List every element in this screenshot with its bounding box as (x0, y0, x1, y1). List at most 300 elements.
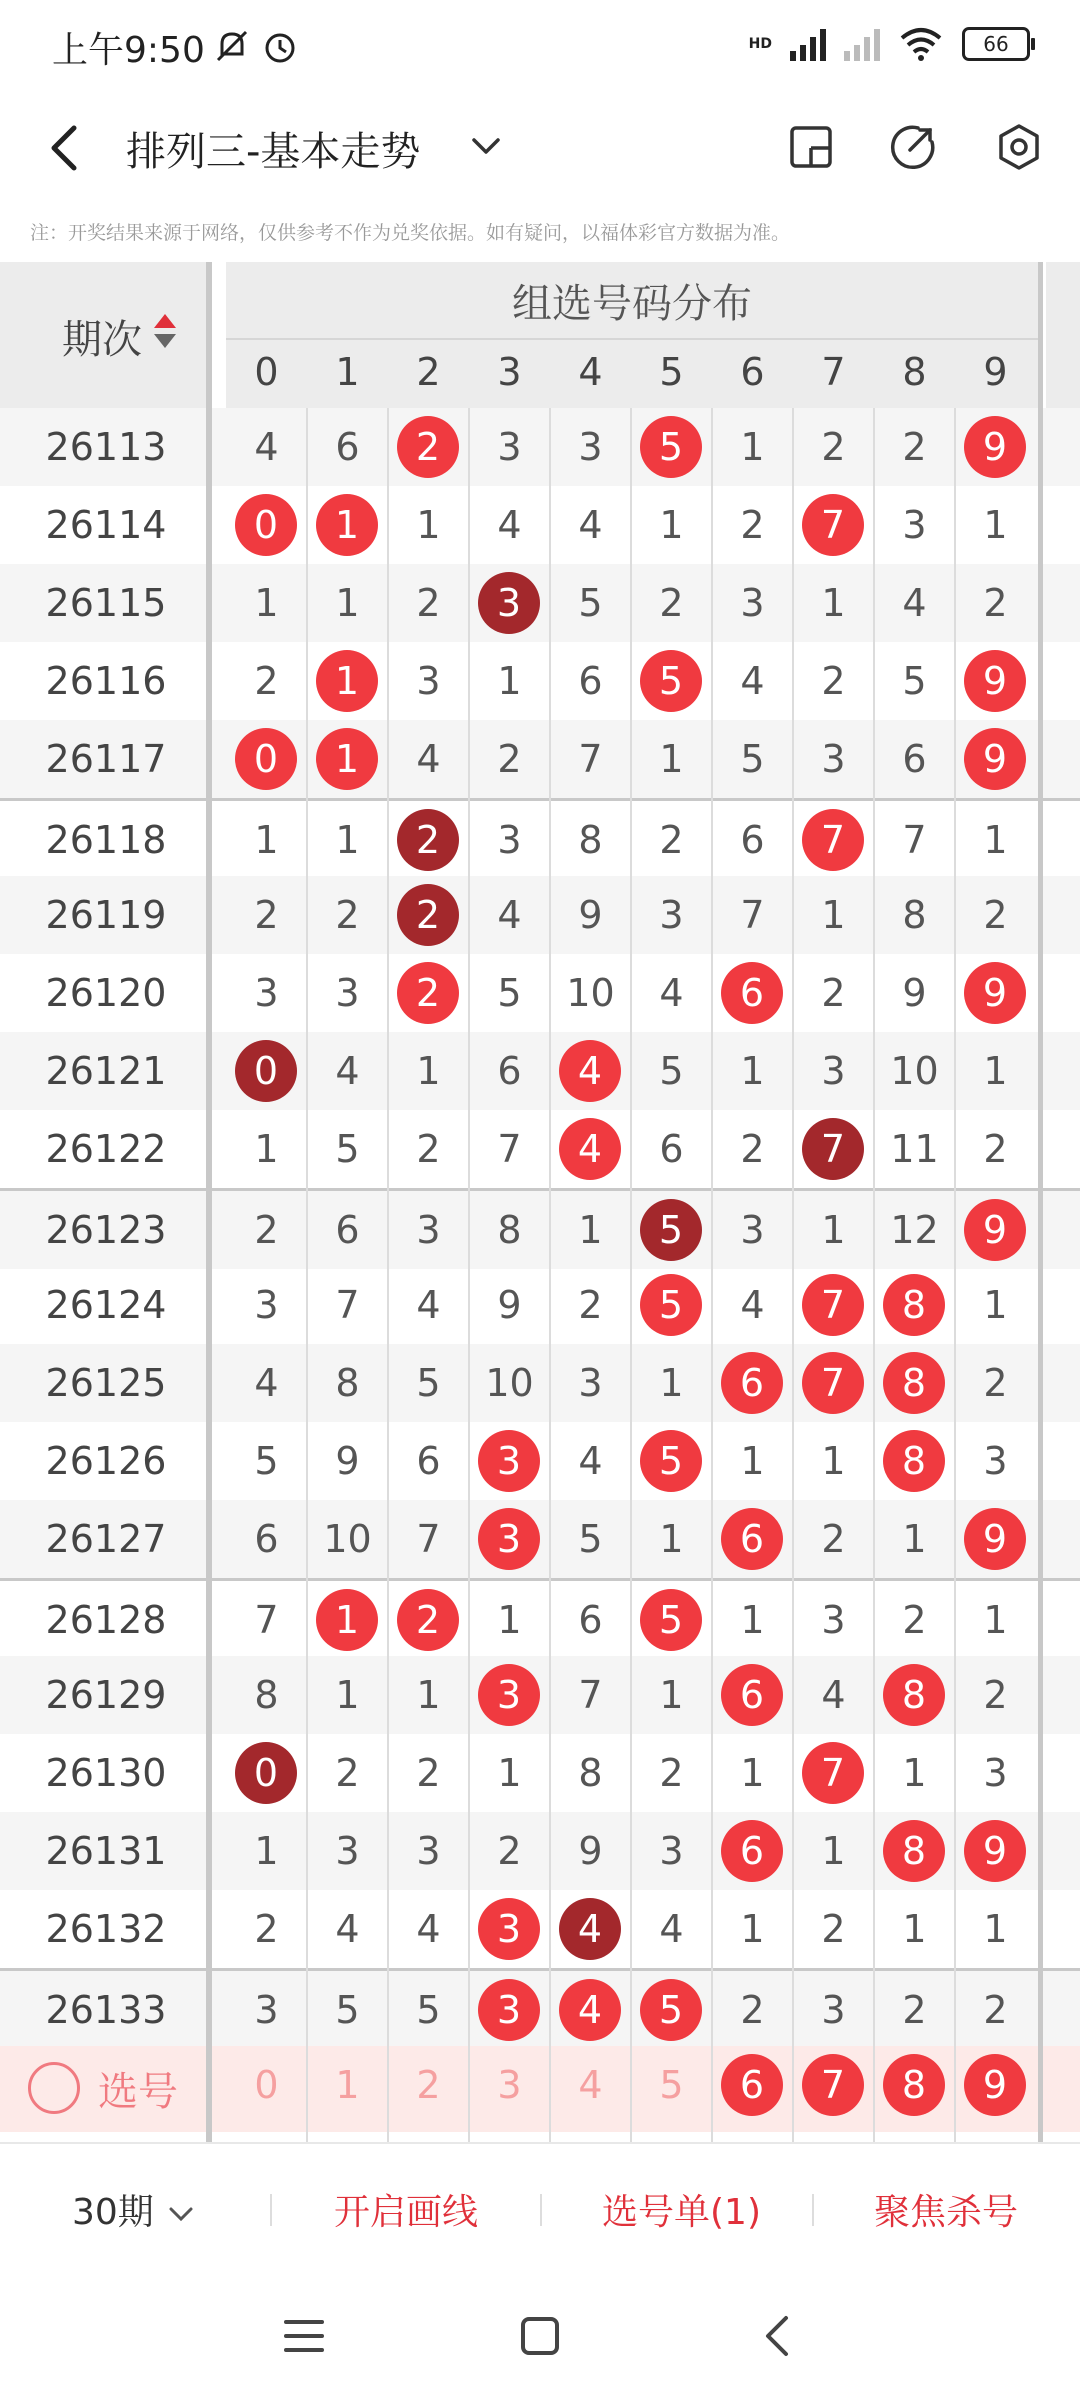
omission-cell: 1 (497, 659, 522, 703)
hit-ball: 8 (883, 1352, 945, 1414)
period-header[interactable] (0, 262, 206, 408)
omission-cell: 1 (983, 1907, 1008, 1951)
trend-table (0, 262, 1080, 2142)
omission-cell: 5 (335, 1127, 360, 1171)
period-number: 26133 (45, 1988, 167, 2032)
sort-desc-icon (154, 334, 176, 348)
omission-cell: 6 (578, 1598, 603, 1642)
hit-ball: 1 (316, 650, 378, 712)
hit-ball: 7 (802, 1352, 864, 1414)
omission-cell: 1 (902, 1907, 927, 1951)
hit-ball: 5 (640, 1430, 702, 1492)
column-gridline (387, 408, 389, 2142)
omission-cell: 3 (821, 1988, 846, 2032)
omission-cell: 1 (821, 893, 846, 937)
omission-cell: 9 (578, 893, 603, 937)
hit-ball: 5 (640, 1274, 702, 1336)
omission-cell: 2 (335, 893, 360, 937)
hit-ball: 5 (640, 1979, 702, 2041)
omission-cell: 9 (335, 1439, 360, 1483)
omission-cell: 2 (821, 659, 846, 703)
omission-cell: 2 (821, 971, 846, 1015)
omission-cell: 1 (416, 1049, 441, 1093)
omission-cell: 1 (740, 1439, 765, 1483)
omission-cell: 2 (902, 1988, 927, 2032)
table-row (0, 1188, 1080, 1269)
omission-cell: 1 (740, 1907, 765, 1951)
omission-cell: 3 (740, 581, 765, 625)
period-number: 26120 (45, 971, 167, 1015)
omission-cell: 1 (983, 1598, 1008, 1642)
digit-header-5: 5 (659, 350, 684, 394)
period-number: 26131 (45, 1829, 167, 1873)
omission-cell: 1 (335, 581, 360, 625)
signal-icon (790, 27, 826, 61)
hit-cell (469, 1500, 550, 1578)
period-number: 26129 (45, 1673, 167, 1717)
column-gridline (468, 408, 470, 2142)
battery-icon: 66 (962, 27, 1030, 61)
hit-cell (307, 720, 388, 798)
disclaimer-text: 注：开奖结果来源于网络，仅供参考不作为兑奖依据。如有疑问，以福体彩官方数据为准。 (30, 222, 791, 244)
omission-cell: 10 (566, 971, 615, 1015)
signal-2-icon (844, 27, 880, 61)
menu-icon[interactable] (282, 2316, 326, 2356)
hit-cell (955, 720, 1036, 798)
table-row (0, 1110, 1080, 1188)
table-row (0, 1266, 1080, 1344)
period-number: 26121 (45, 1049, 167, 1093)
hit-cell (874, 1812, 955, 1890)
hit-ball: 1 (316, 1589, 378, 1651)
hit-ball: 6 (721, 1352, 783, 1414)
select-row-label: 选号 (98, 2069, 178, 2115)
period-number: 26132 (45, 1907, 167, 1951)
omission-cell: 3 (335, 971, 360, 1015)
hit-ball: 9 (964, 1820, 1026, 1882)
omission-cell: 1 (902, 1751, 927, 1795)
omission-cell: 3 (821, 1049, 846, 1093)
omission-cell: 4 (497, 893, 522, 937)
digit-header-8: 8 (902, 350, 927, 394)
repeat-ball: 3 (478, 572, 540, 634)
omission-cell: 1 (740, 1751, 765, 1795)
digit-header-2: 2 (416, 350, 441, 394)
home-icon[interactable] (518, 2314, 562, 2358)
omission-cell: 1 (740, 1598, 765, 1642)
hit-ball: 0 (235, 494, 297, 556)
omission-cell: 4 (416, 1283, 441, 1327)
omission-cell: 2 (902, 425, 927, 469)
period-number: 26114 (45, 503, 167, 547)
ticket-button[interactable]: 选号单(1) (602, 2192, 761, 2233)
hit-cell (226, 1032, 307, 1110)
back-arrow-icon[interactable] (40, 120, 90, 176)
omission-cell: 5 (902, 659, 927, 703)
omission-cell: 6 (740, 818, 765, 862)
mute-icon (212, 26, 252, 66)
omission-cell: 10 (890, 1049, 939, 1093)
chevron-down-icon[interactable] (466, 126, 506, 166)
omission-cell: 7 (497, 1127, 522, 1171)
period-header-label: 期次 (62, 317, 142, 363)
hit-cell (307, 642, 388, 720)
hit-ball: 1 (316, 728, 378, 790)
omission-cell: 12 (890, 1208, 939, 1252)
omission-cell: 1 (983, 1283, 1008, 1327)
omission-cell: 2 (578, 1283, 603, 1327)
select-digit-1[interactable]: 1 (335, 2063, 360, 2107)
omission-cell: 7 (740, 893, 765, 937)
select-digit-6[interactable] (712, 2046, 793, 2124)
table-row (0, 1968, 1080, 2049)
omission-cell: 4 (335, 1049, 360, 1093)
omission-cell: 3 (335, 1829, 360, 1873)
omission-cell: 8 (902, 893, 927, 937)
omission-cell: 2 (983, 1673, 1008, 1717)
hit-ball: 3 (478, 1979, 540, 2041)
hit-ball: 3 (478, 1508, 540, 1570)
selected-ball: 8 (883, 2054, 945, 2116)
omission-cell: 4 (578, 503, 603, 547)
period-number: 26113 (45, 425, 167, 469)
select-all-radio[interactable] (28, 2062, 80, 2114)
frozen-column-divider (206, 262, 212, 2142)
hit-cell (469, 1890, 550, 1968)
hit-cell (631, 1971, 712, 2049)
select-digit-7[interactable] (793, 2046, 874, 2124)
repeat-ball: 0 (235, 1040, 297, 1102)
omission-cell: 5 (740, 737, 765, 781)
hit-ball: 3 (478, 1898, 540, 1960)
omission-cell: 5 (254, 1439, 279, 1483)
omission-cell: 1 (335, 818, 360, 862)
table-row (0, 954, 1080, 1032)
digit-header-row (226, 340, 1038, 408)
divider (812, 2194, 814, 2226)
repeat-ball: 2 (397, 809, 459, 871)
omission-cell: 4 (416, 737, 441, 781)
hit-ball: 7 (802, 809, 864, 871)
period-number: 26126 (45, 1439, 167, 1483)
hit-cell (631, 408, 712, 486)
hit-ball: 3 (478, 1664, 540, 1726)
omission-cell: 4 (821, 1673, 846, 1717)
hit-cell (388, 954, 469, 1032)
omission-cell: 8 (335, 1361, 360, 1405)
omission-cell: 1 (254, 581, 279, 625)
omission-cell: 2 (254, 659, 279, 703)
omission-cell: 7 (902, 818, 927, 862)
hit-cell (955, 642, 1036, 720)
omission-cell: 2 (254, 1208, 279, 1252)
omission-cell: 2 (254, 893, 279, 937)
hit-ball: 7 (802, 1274, 864, 1336)
hit-ball: 5 (640, 650, 702, 712)
hit-cell (874, 1656, 955, 1734)
column-gridline (954, 408, 956, 2142)
omission-cell: 6 (254, 1517, 279, 1561)
draw-lines-button[interactable]: 开启画线 (334, 2192, 479, 2233)
omission-cell: 1 (578, 1208, 603, 1252)
omission-cell: 4 (254, 425, 279, 469)
bottom-action-bar (0, 2142, 1080, 2274)
hit-cell (307, 486, 388, 564)
table-row (0, 642, 1080, 720)
omission-cell: 2 (821, 1907, 846, 1951)
omission-cell: 2 (821, 1517, 846, 1561)
period-number: 26115 (45, 581, 167, 625)
omission-cell: 2 (740, 1988, 765, 2032)
hit-cell (712, 954, 793, 1032)
omission-cell: 1 (821, 1439, 846, 1483)
hit-ball: 4 (559, 1040, 621, 1102)
hit-ball: 9 (964, 650, 1026, 712)
repeat-ball: 0 (235, 1742, 297, 1804)
hit-ball: 8 (883, 1664, 945, 1726)
group-header (226, 262, 1038, 340)
hit-cell (388, 408, 469, 486)
omission-cell: 3 (497, 425, 522, 469)
hit-ball: 8 (883, 1430, 945, 1492)
hit-cell (226, 720, 307, 798)
hit-cell (469, 1656, 550, 1734)
omission-cell: 9 (578, 1829, 603, 1873)
hit-cell (793, 1266, 874, 1344)
period-number: 26123 (45, 1208, 167, 1252)
digit-header-1: 1 (335, 350, 360, 394)
digit-header-7: 7 (821, 350, 846, 394)
share-icon[interactable] (888, 122, 938, 172)
select-digit-2[interactable]: 2 (416, 2063, 441, 2107)
status-time: 上午9:50 (52, 30, 205, 71)
hit-ball: 9 (964, 962, 1026, 1024)
hit-cell (955, 1812, 1036, 1890)
omission-cell: 6 (497, 1049, 522, 1093)
settings-icon[interactable] (994, 122, 1044, 172)
hit-cell (712, 1344, 793, 1422)
hit-cell (226, 486, 307, 564)
omission-cell: 3 (821, 1598, 846, 1642)
focus-kill-button[interactable]: 聚焦杀号 (874, 2192, 1019, 2233)
omission-cell: 1 (416, 503, 441, 547)
hit-ball: 5 (640, 1589, 702, 1651)
omission-cell: 5 (497, 971, 522, 1015)
omission-cell: 3 (659, 893, 684, 937)
table-row (0, 1344, 1080, 1422)
selected-ball: 6 (721, 2054, 783, 2116)
next-column-header (1046, 262, 1080, 408)
period-number: 26116 (45, 659, 167, 703)
omission-cell: 3 (983, 1439, 1008, 1483)
page-title[interactable]: 排列三-基本走势 (126, 129, 421, 175)
omission-cell: 2 (497, 1829, 522, 1873)
digit-header-0: 0 (254, 350, 279, 394)
period-number: 26125 (45, 1361, 167, 1405)
digit-header-4: 4 (578, 350, 603, 394)
omission-cell: 8 (578, 818, 603, 862)
omission-cell: 2 (983, 1361, 1008, 1405)
hit-cell (712, 1500, 793, 1578)
hit-cell (631, 1191, 712, 1269)
table-row (0, 486, 1080, 564)
omission-cell: 7 (416, 1517, 441, 1561)
omission-cell: 8 (497, 1208, 522, 1252)
omission-cell: 3 (416, 1208, 441, 1252)
hit-cell (550, 1971, 631, 2049)
omission-cell: 1 (416, 1673, 441, 1717)
omission-cell: 5 (659, 1049, 684, 1093)
select-digit-4[interactable]: 4 (578, 2063, 603, 2107)
omission-cell: 4 (335, 1907, 360, 1951)
column-gridline (549, 408, 551, 2142)
omission-cell: 2 (659, 1751, 684, 1795)
select-digit-0[interactable]: 0 (254, 2063, 279, 2107)
sort-asc-icon (154, 314, 176, 328)
hit-cell (631, 1266, 712, 1344)
hit-cell (388, 801, 469, 879)
repeat-ball: 5 (640, 1199, 702, 1261)
omission-cell: 10 (485, 1361, 534, 1405)
omission-cell: 3 (254, 971, 279, 1015)
hit-cell (793, 1110, 874, 1188)
hit-cell (550, 1110, 631, 1188)
period-number: 26128 (45, 1598, 167, 1642)
omission-cell: 6 (335, 425, 360, 469)
omission-cell: 9 (497, 1283, 522, 1327)
select-digit-5[interactable]: 5 (659, 2063, 684, 2107)
omission-cell: 2 (983, 1988, 1008, 2032)
omission-cell: 3 (659, 1829, 684, 1873)
hit-ball: 7 (802, 494, 864, 556)
split-screen-icon[interactable] (786, 122, 836, 172)
hit-cell (955, 954, 1036, 1032)
hit-cell (955, 1500, 1036, 1578)
hit-ball: 7 (802, 1742, 864, 1804)
select-digit-9[interactable] (955, 2046, 1036, 2124)
omission-cell: 3 (416, 659, 441, 703)
omission-cell: 4 (659, 971, 684, 1015)
hit-ball: 8 (883, 1274, 945, 1336)
omission-cell: 2 (335, 1751, 360, 1795)
hit-ball: 9 (964, 416, 1026, 478)
omission-cell: 2 (821, 425, 846, 469)
period-count-dropdown[interactable] (72, 2184, 197, 2235)
divider (540, 2194, 542, 2226)
omission-cell: 10 (323, 1517, 372, 1561)
omission-cell: 2 (254, 1907, 279, 1951)
hit-cell (550, 1032, 631, 1110)
select-digit-3[interactable]: 3 (497, 2063, 522, 2107)
app-header (0, 92, 1080, 202)
omission-cell: 2 (740, 1127, 765, 1171)
omission-cell: 4 (740, 659, 765, 703)
select-digit-8[interactable] (874, 2046, 955, 2124)
omission-cell: 4 (497, 503, 522, 547)
table-row (0, 408, 1080, 486)
hd-label: HD (748, 36, 772, 52)
hit-cell (631, 642, 712, 720)
column-gridline (873, 408, 875, 2142)
hit-cell (307, 1581, 388, 1659)
status-bar (0, 0, 1080, 92)
divider (270, 2194, 272, 2226)
table-row (0, 1578, 1080, 1659)
hit-ball: 9 (964, 728, 1026, 790)
omission-cell: 7 (578, 737, 603, 781)
hit-ball: 6 (721, 1508, 783, 1570)
group-header-label: 组选号码分布 (512, 281, 752, 327)
omission-cell: 1 (659, 1673, 684, 1717)
omission-cell: 1 (497, 1751, 522, 1795)
omission-cell: 2 (659, 818, 684, 862)
omission-cell: 3 (983, 1751, 1008, 1795)
hit-ball: 6 (721, 962, 783, 1024)
period-number: 26117 (45, 737, 167, 781)
hit-ball: 3 (478, 1430, 540, 1492)
omission-cell: 7 (254, 1598, 279, 1642)
hit-cell (712, 1656, 793, 1734)
omission-cell: 1 (254, 818, 279, 862)
digit-header-6: 6 (740, 350, 765, 394)
omission-cell: 4 (659, 1907, 684, 1951)
omission-cell: 4 (254, 1361, 279, 1405)
omission-cell: 8 (254, 1673, 279, 1717)
hit-ball: 8 (883, 1820, 945, 1882)
omission-cell: 1 (659, 1517, 684, 1561)
omission-cell: 6 (902, 737, 927, 781)
omission-cell: 1 (902, 1517, 927, 1561)
chevron-down-icon (165, 2198, 197, 2230)
table-row (0, 1812, 1080, 1890)
hit-ball: 9 (964, 1508, 1026, 1570)
omission-cell: 3 (578, 1361, 603, 1405)
omission-cell: 4 (416, 1907, 441, 1951)
omission-cell: 3 (416, 1829, 441, 1873)
omission-cell: 1 (740, 1049, 765, 1093)
omission-cell: 7 (578, 1673, 603, 1717)
hit-cell (793, 1734, 874, 1812)
table-row (0, 720, 1080, 798)
omission-cell: 1 (983, 818, 1008, 862)
omission-cell: 1 (659, 503, 684, 547)
hit-cell (550, 1890, 631, 1968)
omission-cell: 1 (254, 1829, 279, 1873)
omission-cell: 2 (416, 1127, 441, 1171)
column-gridline (630, 408, 632, 2142)
back-icon[interactable] (756, 2314, 800, 2358)
omission-cell: 3 (821, 737, 846, 781)
system-nav-bar (0, 2272, 1080, 2400)
omission-cell: 1 (821, 1208, 846, 1252)
column-gridline (711, 408, 713, 2142)
omission-cell: 5 (578, 581, 603, 625)
repeat-ball: 4 (559, 1898, 621, 1960)
alarm-icon (260, 26, 300, 66)
hit-ball: 2 (397, 416, 459, 478)
hit-cell (955, 1191, 1036, 1269)
omission-cell: 6 (335, 1208, 360, 1252)
omission-cell: 1 (254, 1127, 279, 1171)
omission-cell: 11 (890, 1127, 939, 1171)
omission-cell: 3 (578, 425, 603, 469)
hit-cell (469, 564, 550, 642)
hit-cell (712, 1812, 793, 1890)
hit-ball: 6 (721, 1820, 783, 1882)
omission-cell: 1 (983, 1049, 1008, 1093)
hit-ball: 4 (559, 1118, 621, 1180)
omission-cell: 1 (983, 503, 1008, 547)
